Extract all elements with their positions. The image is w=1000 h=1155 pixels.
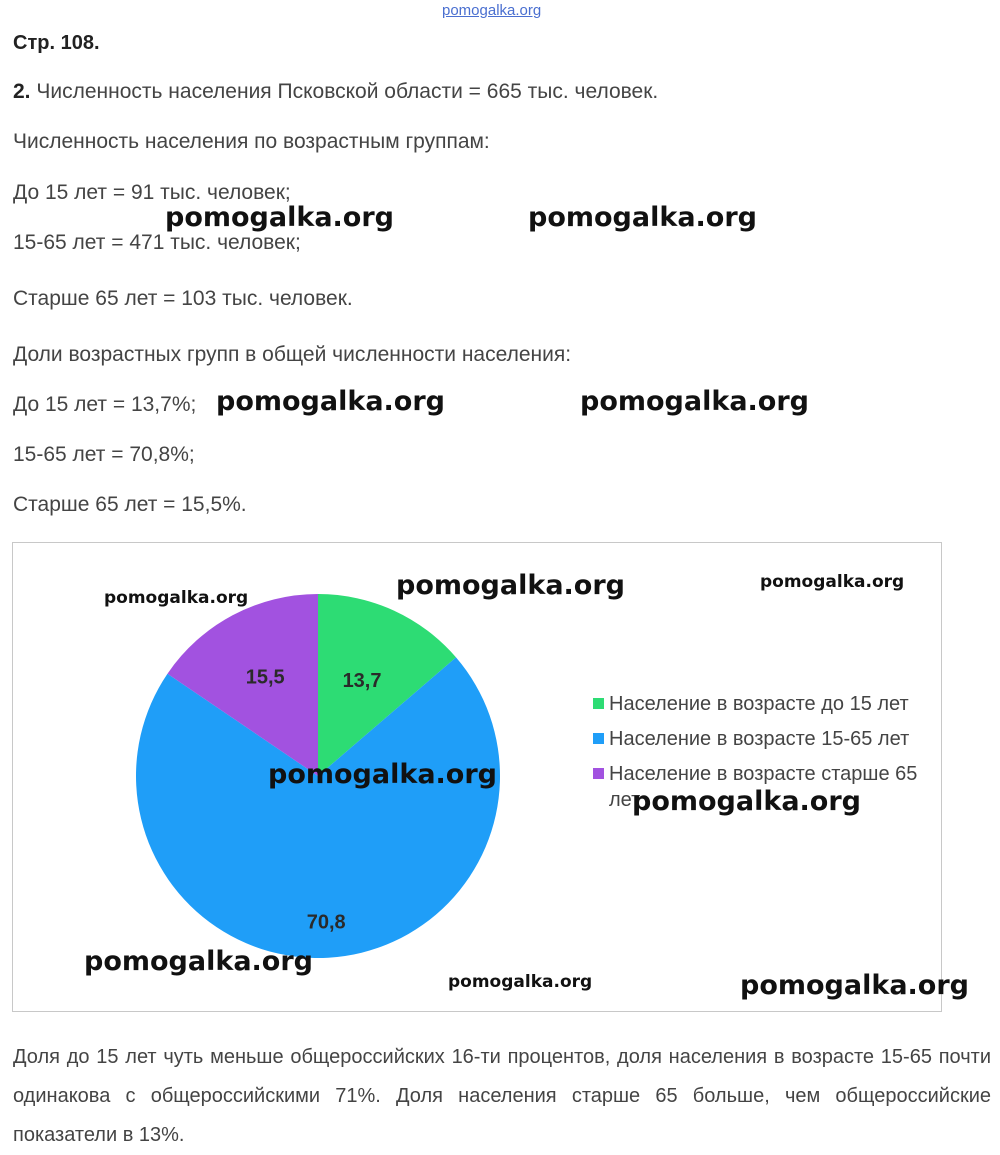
share-under-15: До 15 лет = 13,7%; <box>13 393 197 416</box>
group-15-65: 15-65 лет = 471 тыс. человек; <box>13 231 301 254</box>
groups-heading: Численность населения по возрастным группам: <box>13 130 490 153</box>
conclusion-paragraph: Доля до 15 лет чуть меньше общероссийских 16-ти процентов, доля населения в возрасте 15-65 почти одинакова с общероссийскими 71%. Доля населения старше 65 больше, чем общероссийские показатели в 13%. <box>13 1046 991 1146</box>
data-label-over-65: 15,5 <box>245 666 285 689</box>
watermark: pomogalka.org <box>268 759 497 790</box>
watermark: pomogalka.org <box>528 202 757 233</box>
legend-swatch-under-15 <box>593 698 604 709</box>
page-header: Стр. 108. <box>13 32 100 54</box>
watermark: pomogalka.org <box>632 786 861 817</box>
legend-item-15-65 <box>593 726 933 752</box>
watermark: pomogalka.org <box>580 386 809 417</box>
data-label-under-15: 13,7 <box>342 670 382 693</box>
watermark: pomogalka.org <box>760 572 905 592</box>
watermark: pomogalka.org <box>448 972 593 992</box>
data-label-15-65: 70,8 <box>306 911 346 934</box>
legend-label-under-15: Население в возрасте до 15 лет <box>609 693 909 715</box>
share-15-65: 15-65 лет = 70,8%; <box>13 443 195 466</box>
group-under-15: До 15 лет = 91 тыс. человек; <box>13 181 291 204</box>
shares-heading: Доли возрастных групп в общей численности населения: <box>13 343 572 366</box>
watermark: pomogalka.org <box>396 570 625 601</box>
watermark: pomogalka.org <box>84 946 313 977</box>
watermark: pomogalka.org <box>740 970 969 1001</box>
watermark: pomogalka.org <box>216 386 445 417</box>
task-text: Численность населения Псковской области = 665 тыс. человек. <box>36 80 659 103</box>
legend-swatch-over-65 <box>593 768 604 779</box>
share-over-65: Старше 65 лет = 15,5%. <box>13 493 247 516</box>
legend-label-15-65: Население в возрасте 15-65 лет <box>609 728 910 750</box>
task-line <box>13 80 658 104</box>
watermark: pomogalka.org <box>104 588 249 608</box>
legend-swatch-15-65 <box>593 733 604 744</box>
top-watermark-link[interactable]: pomogalka.org <box>442 2 542 19</box>
watermark: pomogalka.org <box>165 202 394 233</box>
group-over-65: Старше 65 лет = 103 тыс. человек. <box>13 287 353 310</box>
task-number: 2. <box>13 80 31 103</box>
legend-item-under-15 <box>593 691 933 717</box>
legend-label-over-65: Население в возрасте старше 65 лет <box>609 763 918 811</box>
